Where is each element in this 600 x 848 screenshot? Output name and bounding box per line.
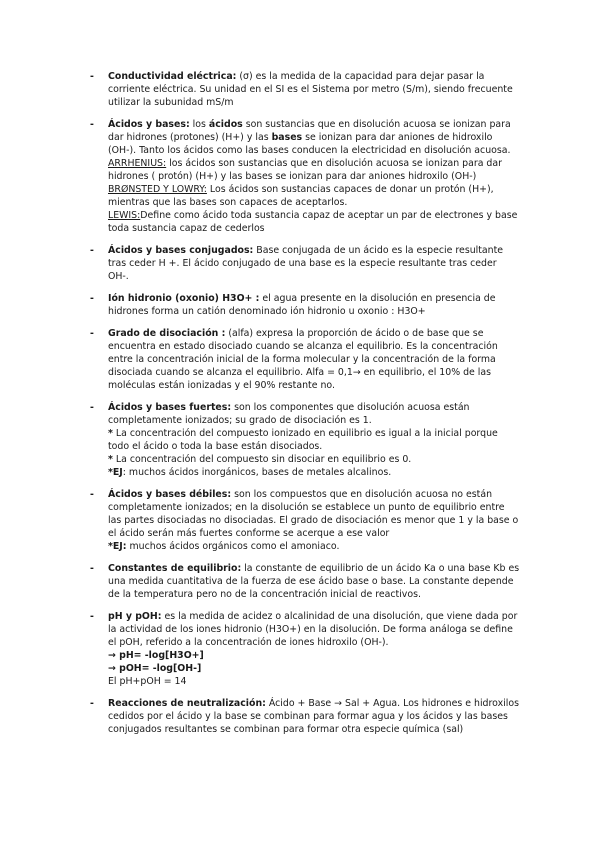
underlined-label: ARRHENIUS: — [108, 158, 167, 169]
text-run: : muchos ácidos inorgánicos, bases de metales alcalinos. — [122, 467, 392, 478]
text-run: muchos ácidos orgánicos como el amoniaco. — [126, 541, 340, 552]
paragraph — [108, 649, 520, 662]
term-label: * — [108, 454, 113, 465]
term-label: bases — [271, 132, 303, 143]
term-label: Ácidos y bases conjugados: — [108, 245, 254, 256]
term-label: Ácidos y bases: — [108, 119, 190, 130]
term-label: Ácidos y bases fuertes: — [108, 402, 232, 413]
list-item — [90, 401, 520, 479]
underlined-label: BRØNSTED Y LOWRY: — [108, 184, 207, 195]
paragraph — [108, 488, 520, 540]
paragraph — [108, 183, 520, 209]
term-label: → pH= -log[H3O+] — [108, 650, 204, 661]
list-item — [90, 610, 520, 688]
text-run: Base conjugada de un ácido es la especie resultante tras ceder H +. El ácido conjugado de una base es la especie resultante tras ceder OH-. — [108, 245, 504, 282]
text-run: se ionizan para dar aniones de hidroxilo (OH-). Tanto los ácidos como las bases conducen la electricidad en disolución acuosa. — [108, 132, 511, 156]
definition-list — [90, 70, 520, 745]
term-label: *EJ — [108, 467, 123, 478]
text-run: (σ) es la medida de la capacidad para dejar pasar la corriente eléctrica. Su unidad en el SI es el Sistema por metro (S/m), siendo frecuente utilizar la subunidad mS/m — [108, 71, 513, 108]
list-item — [90, 244, 520, 283]
list-item — [90, 118, 520, 235]
paragraph — [108, 466, 520, 479]
list-item — [90, 70, 520, 109]
bullet-dash: - — [90, 489, 94, 500]
paragraph — [108, 675, 520, 688]
text-run: La concentración del compuesto ionizado en equilibrio es igual a la inicial porque todo el ácido o toda la base están disociados. — [108, 428, 498, 452]
text-run: Define como ácido toda sustancia capaz de aceptar un par de electrones y base toda sustancia capaz de cederlos — [108, 210, 518, 234]
paragraph — [108, 327, 520, 392]
paragraph — [108, 157, 520, 183]
term-label: Grado de disociación : — [108, 328, 226, 339]
term-label: Reacciones de neutralización: — [108, 698, 266, 709]
paragraph — [108, 540, 520, 553]
paragraph — [108, 118, 520, 157]
bullet-dash: - — [90, 402, 94, 413]
bullet-dash: - — [90, 71, 94, 82]
list-item — [90, 697, 520, 736]
term-label: Ión hidronio (oxonio) H3O+ : — [108, 293, 260, 304]
bullet-dash: - — [90, 293, 94, 304]
text-run: Ácido + Base → Sal + Agua. Los hidrones e hidroxilos cedidos por el ácido y la base se combinan para formar agua y los ácidos y las bases conjugados resultantes se combinan para formar otra especie química (sal) — [108, 698, 519, 735]
list-item — [90, 327, 520, 392]
text-run: son los compuestos que en disolución acuosa no están completamente ionizados; en la disolución se establece un punto de equilibrio entre las partes disociadas no disociadas. El grado de disociación es menor que 1 y la base o el ácido serán más fuertes conforme se acerque a ese valor — [108, 489, 519, 539]
paragraph — [108, 209, 520, 235]
text-run: El pH+pOH = 14 — [108, 676, 187, 687]
term-label: → pOH= -log[OH-] — [108, 663, 202, 674]
text-run: La concentración del compuesto sin disociar en equilibrio es 0. — [112, 454, 412, 465]
term-label: Conductividad eléctrica: — [108, 71, 237, 82]
bullet-dash: - — [90, 698, 94, 709]
bullet-dash: - — [90, 245, 94, 256]
term-label: ácidos — [208, 119, 243, 130]
term-label: *EJ: — [108, 541, 127, 552]
text-run: son los componentes que disolución acuosa están completamente ionizados; su grado de disociación es 1. — [108, 402, 470, 426]
bullet-dash: - — [90, 119, 94, 130]
paragraph — [108, 427, 520, 453]
bullet-dash: - — [90, 563, 94, 574]
paragraph — [108, 610, 520, 649]
text-run: son sustancias que en disolución acuosa se ionizan para dar hidrones (protones) (H+) y las — [108, 119, 511, 143]
paragraph — [108, 244, 520, 283]
paragraph — [108, 697, 520, 736]
list-item — [90, 562, 520, 601]
list-item — [90, 292, 520, 318]
text-run: los ácidos son sustancias que en disolución acuosa se ionizan para dar hidrones ( protón) (H+) y las bases se ionizan para dar aniones hidroxilo (OH-) — [108, 158, 502, 182]
term-label: Ácidos y bases débiles: — [108, 489, 232, 500]
underlined-label: LEWIS: — [108, 210, 141, 221]
paragraph — [108, 453, 520, 466]
text-run: (alfa) expresa la proporción de ácido o de base que se encuentra en estado disociado cuando se alcanza el equilibrio. Es la concentración entre la concentración inicial de la forma molecular y la concentración de la forma disociada cuando se alcanza el equilibrio. Alfa = 0,1→ en equilibrio, el 10% de las moléculas están ionizadas y el 90% restante no. — [108, 328, 498, 391]
term-label: pH y pOH: — [108, 611, 162, 622]
bullet-dash: - — [90, 611, 94, 622]
paragraph — [108, 292, 520, 318]
text-run: Los ácidos son sustancias capaces de donar un protón (H+), mientras que las bases son capaces de aceptarlos. — [108, 184, 494, 208]
term-label: Constantes de equilibrio: — [108, 563, 242, 574]
paragraph — [108, 401, 520, 427]
list-item — [90, 488, 520, 553]
paragraph — [108, 562, 520, 601]
text-run: el agua presente en la disolución en presencia de hidrones forma un catión denominado ión hidronio u oxonio : H3O+ — [108, 293, 496, 317]
text-run: la constante de equilibrio de un ácido Ka o una base Kb es una medida cuantitativa de la fuerza de ese ácido base o base. La constante depende de la temperatura pero no de la concentración inicial de reactivos. — [108, 563, 520, 600]
term-label: * — [108, 428, 113, 439]
text-run: es la medida de acidez o alcalinidad de una disolución, que viene dada por la actividad de los iones hidronio (H3O+) en la disolución. De forma análoga se define el pOH, referido a la concentración de iones hidroxilo (OH-). — [108, 611, 518, 648]
text-run: los — [189, 119, 209, 130]
paragraph — [108, 70, 520, 109]
paragraph — [108, 662, 520, 675]
bullet-dash: - — [90, 328, 94, 339]
